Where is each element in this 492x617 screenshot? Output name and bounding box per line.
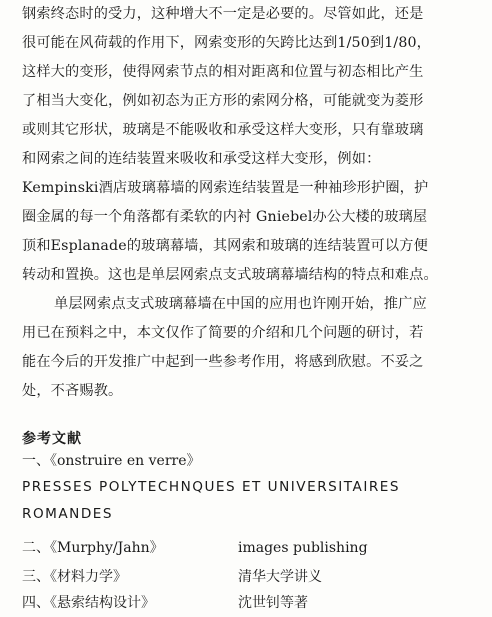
body-line: 单层网索点支式玻璃幕墙在中国的应用也许刚开始，推广应	[54, 296, 427, 312]
body-line: 顶和Esplanade的玻璃幕墙，其网索和玻璃的连结装置可以方便	[22, 238, 428, 254]
body-line: 了相当大变化，例如初态为正方形的索网分格，可能就变为菱形	[22, 93, 424, 109]
reference-source: 沈世钊等著	[238, 595, 308, 611]
reference-publisher: ROMANDES	[22, 506, 114, 522]
body-line: 能在今后的开发推广中起到一些参考作用，将感到欣慰。不妥之	[22, 354, 424, 370]
body-line: 钢索终态时的受力，这种增大不一定是必要的。尽管如此，还是	[22, 6, 424, 22]
reference-item	[22, 567, 322, 587]
reference-title: 三、《材料力学》	[22, 569, 127, 585]
body-line: 和网索之间的连结装置来吸收和承受这样大变形，例如：	[22, 151, 381, 167]
reference-source: images publishing	[238, 540, 368, 556]
body-line: 很可能在风荷载的作用下，网索变形的矢跨比达到1/50到1/80，	[22, 35, 432, 51]
body-line: 处，不吝赐教。	[22, 383, 123, 399]
body-line: 用已在预料之中，本文仅作了简要的介绍和几个问题的研讨，若	[22, 325, 424, 341]
body-line: 圈金属的每一个角落都有柔软的内衬 Gniebel办公大楼的玻璃屋	[22, 209, 428, 225]
body-line: 这样大的变形，使得网索节点的相对距离和位置与初态相比产生	[22, 64, 424, 80]
reference-item	[22, 593, 308, 613]
reference-item	[22, 451, 201, 471]
reference-source: 清华大学讲义	[238, 569, 322, 585]
reference-title: 四、《悬索结构设计》	[22, 595, 155, 611]
reference-publisher: PRESSES POLYTECHNQUES ET UNIVERSITAIRES	[22, 479, 400, 495]
references-heading: 参考文献	[22, 431, 82, 447]
reference-title: 一、《onstruire en verre》	[22, 453, 201, 469]
reference-item	[22, 538, 368, 558]
body-line: 或则其它形状，玻璃是不能吸收和承受这样大变形，只有靠玻璃	[22, 122, 424, 138]
body-line: Kempinski酒店玻璃幕墙的网索连结装置是一种袖珍形护圈，护	[22, 180, 429, 196]
reference-title: 二、《Murphy/Jahn》	[22, 540, 164, 556]
body-line: 转动和置换。这也是单层网索点支式玻璃幕墙结构的特点和难点。	[22, 267, 438, 283]
